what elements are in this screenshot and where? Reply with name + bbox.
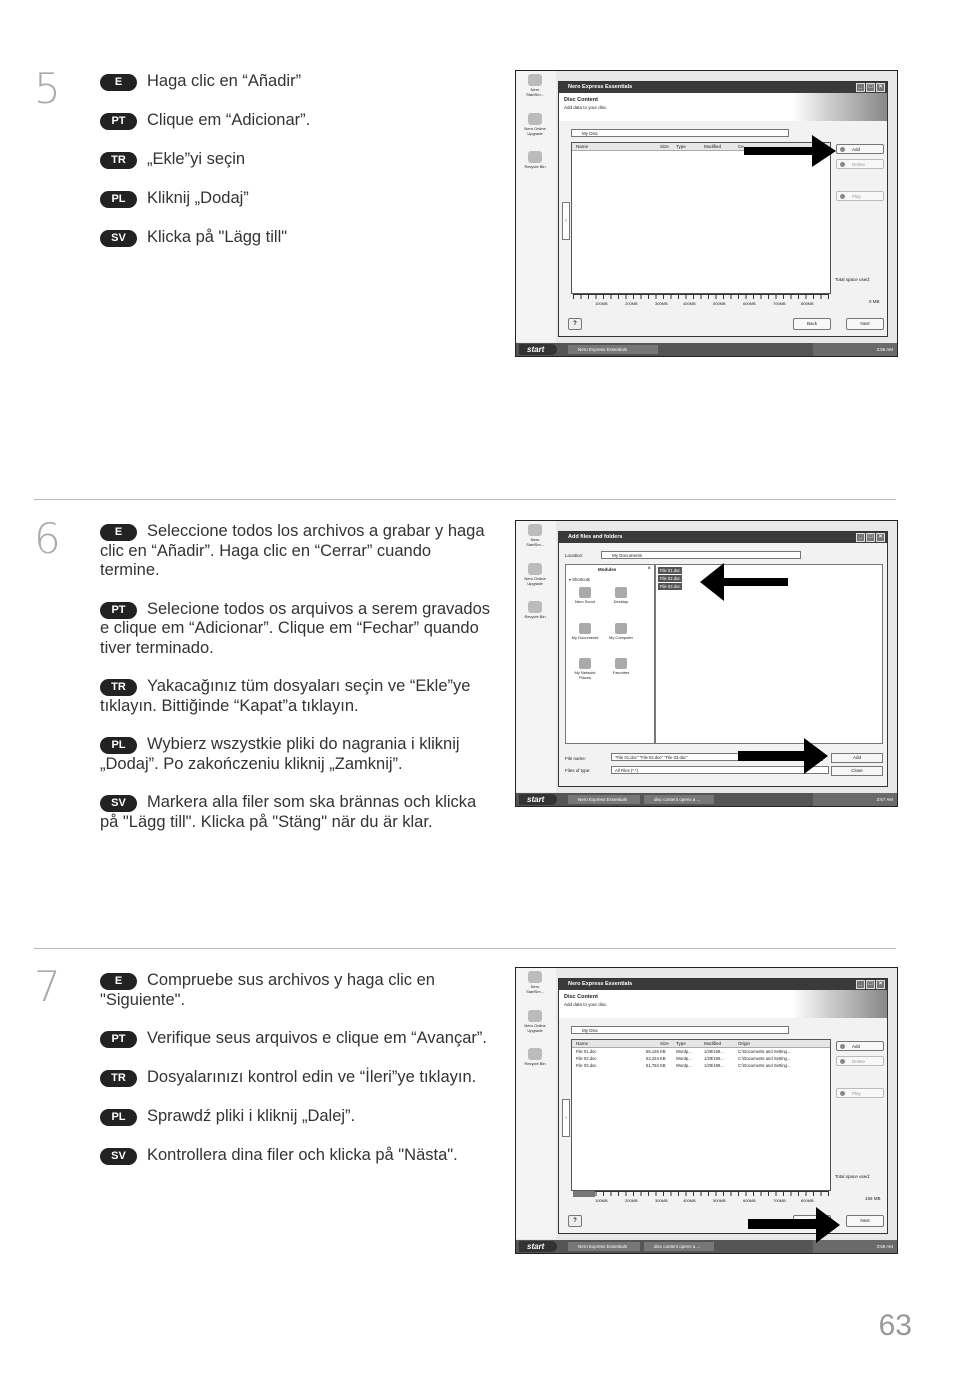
screenshot-step5 [515,70,898,357]
nero-scout-icon[interactable]: Nero Scout [570,587,600,604]
instruction-item [100,72,500,111]
language-badge: E [100,74,137,91]
maximize-icon[interactable]: □ [866,980,875,989]
instruction-text: Haga clic en “Añadir” [147,72,302,90]
total-space-label: Total space used: [835,1174,871,1179]
my-network-places-icon[interactable]: My Network Places [570,658,600,680]
step-number: 6 [34,514,61,563]
language-badge: PT [100,113,137,130]
taskbar-app[interactable]: Nero Express Essentials [568,345,658,354]
selected-file[interactable]: File 01.doc [660,568,681,573]
instruction-text: Yakacağınız tüm dosyaları seçin ve “Ekle”ye tıklayın. Bittiğinde “Kapat”a tıklayın. [100,677,471,715]
desktop-folder-icon[interactable]: Desktop [606,587,636,604]
total-space-value: 156 MB [865,1196,881,1201]
start-button[interactable]: start [519,344,557,355]
nero-logo-graphic [792,93,887,121]
selected-file[interactable]: File 02.doc [660,576,681,581]
side-collapse-tab[interactable]: ‹ [562,1099,570,1137]
header-panel [559,990,887,1018]
taskbar [516,343,897,356]
taskbar-app[interactable]: Nero Express Essentials [568,795,640,804]
instruction-item [100,150,500,189]
instruction-text: Compruebe sus archivos y haga clic en "Siguiente". [100,971,435,1009]
instruction-text: Kliknij „Dodaj” [147,189,249,207]
list-header: Name Size Type Modified Origin [572,1040,830,1048]
play-button[interactable]: Play [836,191,884,201]
header-title: Disc Content [564,994,598,1000]
help-button[interactable]: ? [568,1215,582,1227]
selected-file[interactable]: File 03.doc [660,584,681,589]
delete-button[interactable]: Delete [836,159,884,169]
maximize-icon[interactable]: □ [866,533,875,542]
instruction-text: Dosyalarınızı kontrol edin ve “İleri”ye tıklayın. [147,1068,477,1086]
my-documents-icon[interactable]: My Documents [570,623,600,640]
language-badge: TR [100,1070,137,1087]
instruction-text: Markera alla filer som ska brännas och klicka på "Lägg till". Klicka på "Stäng" när du är klar. [100,793,477,831]
file-row[interactable]: File 01.doc 55,126 KB Wordp... 1/29/199... C:\Documents and Setting... [576,1049,791,1054]
add-button[interactable]: Add [836,144,884,154]
capacity-ruler: 100MB 200MB 300MB 400MB 500MB 600MB 700MB 800MB [573,294,829,309]
close-pane-icon[interactable]: × [647,566,651,572]
next-button[interactable]: Next [846,1215,884,1227]
close-icon[interactable]: × [876,980,885,989]
nero-window [558,81,888,337]
instruction-text: Clique em “Adicionar”. [147,111,311,129]
add-button[interactable]: Add [836,1041,884,1051]
step-number: 7 [34,962,61,1011]
next-button[interactable]: Next [846,318,884,330]
capacity-ruler: 100MB 200MB 300MB 400MB 500MB 600MB 700MB 800MB [573,1191,829,1206]
header-panel [559,93,887,121]
screenshot-step6 [515,520,898,807]
window-title: Nero Express Essentials _ □ × [559,82,887,93]
language-badge: PL [100,191,137,208]
filetype-label: Files of type: [565,768,591,773]
instruction-item [100,1029,495,1068]
language-badge: E [100,973,137,990]
instruction-text: Kontrollera dina filer och klicka på "Nästa". [147,1146,458,1164]
instruction-item [100,600,495,659]
desktop [516,968,556,1239]
desktop-icon: Nero StartSm... [524,524,546,547]
instruction-item [100,522,495,581]
desktop [516,71,556,342]
desktop-icon: Nero StartSm... [524,971,546,994]
page-number: 63 [878,1309,912,1342]
filetype-select[interactable]: All Files (*.*) [611,766,829,774]
taskbar-app[interactable]: disc content opens a ... [644,795,714,804]
instruction-item [100,1146,495,1166]
disc-combo[interactable]: My Disc [571,1026,789,1034]
disc-content-list[interactable] [571,1039,831,1191]
instruction-item [100,111,500,150]
section-divider [34,948,896,949]
language-badge: SV [100,1148,137,1165]
language-badge: PT [100,1031,137,1048]
language-badge: TR [100,152,137,169]
instruction-text: Seleccione todos los archivos a grabar y haga clic en “Añadir”. Haga clic en “Cerrar” cuando termine. [100,522,485,579]
language-badge: PT [100,602,137,619]
side-collapse-tab[interactable]: ‹ [562,202,570,240]
section-divider [34,499,896,500]
screenshot-step7 [515,967,898,1254]
header-subtitle: Add data to your disc. [564,1002,608,1007]
pointer-arrow-icon [748,1205,843,1245]
close-button[interactable]: Close [831,766,883,776]
filename-input[interactable]: "File 01.doc" "File 02.doc" "File 03.doc" [611,753,823,761]
nero-logo-graphic [792,990,887,1018]
start-button[interactable]: start [519,794,557,805]
instruction-list [100,72,500,267]
desktop-icon: Nero Online Upgrade [524,563,546,586]
instruction-text: Selecione todos os arquivos a serem gravados e clique em “Adicionar”. Clique em “Fechar” quando tiver terminado. [100,599,491,657]
instruction-text: Sprawdź pliki i kliknij „Dalej”. [147,1107,356,1125]
total-space-value: 0 MB [869,299,880,304]
language-badge: PL [100,1109,137,1126]
instruction-text: Klicka på "Lägg till" [147,228,288,246]
total-space-label: Total space used: [835,277,871,282]
desktop-icon: Nero StartSm... [524,74,546,97]
system-tray-clock: 3:58 AM [813,1240,897,1253]
recycle-bin-icon: Recycle Bin [524,1048,546,1066]
close-icon[interactable]: × [876,533,885,542]
system-tray-clock: 3:57 AM [813,793,897,806]
instruction-item [100,793,495,832]
pointer-arrow-icon [744,133,839,169]
instruction-list [100,522,495,832]
step-number: 5 [34,64,61,113]
shortcuts-header: ▾ Shortcuts [569,577,590,582]
recycle-bin-icon: Recycle Bin [524,601,546,619]
location-combo[interactable]: My Documents [601,551,801,559]
language-badge: PL [100,737,137,754]
instruction-text: Wybierz wszystkie pliki do nagrania i kliknij „Dodaj”. Po zakończeniu kliknij „Zamknij”. [100,735,460,773]
instruction-item [100,735,495,774]
instruction-list [100,971,495,1166]
nero-window [558,978,888,1234]
taskbar [516,793,897,806]
delete-button[interactable]: Delete [836,1056,884,1066]
file-row[interactable]: File 02.doc 53,224 KB Wordp... 1/29/199... C:\Documents and Setting... [576,1056,791,1061]
taskbar-app[interactable]: Nero Express Essentials [568,1242,640,1251]
filename-label: File name: [565,756,587,761]
header-subtitle: Add data to your disc. [564,105,608,110]
language-badge: TR [100,679,137,696]
instruction-item [100,189,500,228]
list-header: Name Size Type Modified Ce [572,143,830,151]
language-badge: SV [100,230,137,247]
minimize-icon[interactable]: _ [856,980,865,989]
dialog-title: Add files and folders _ □ × [559,532,887,543]
maximize-icon[interactable]: □ [866,83,875,92]
minimize-icon[interactable]: _ [856,83,865,92]
play-button[interactable]: Play [836,1088,884,1098]
close-icon[interactable]: × [876,83,885,92]
favorites-icon[interactable]: Favorites [606,658,636,675]
desktop-icon: Nero Online Upgrade [524,113,546,136]
minimize-icon[interactable]: _ [856,533,865,542]
instruction-text: „Ekle”yi seçin [147,150,246,168]
language-badge: E [100,524,137,541]
instruction-item [100,1107,495,1146]
pointer-arrow-icon [698,561,790,603]
modules-header: Modules [598,567,617,572]
language-badge: SV [100,795,137,812]
disc-combo[interactable]: My Disc [571,129,789,137]
add-button[interactable]: Add [831,753,883,763]
system-tray-clock: 3:55 AM [813,343,897,356]
desktop [516,521,556,792]
recycle-bin-icon: Recycle Bin [524,151,546,169]
taskbar-app[interactable]: disc content opens a ... [644,1242,714,1251]
instruction-item [100,1068,495,1107]
my-computer-icon[interactable]: My Computer [606,623,636,640]
instruction-item [100,971,495,1010]
instruction-item [100,228,500,267]
file-row[interactable]: File 03.doc 51,784 KB Wordp... 1/29/199... C:\Documents and Setting... [576,1063,791,1068]
back-button[interactable]: Back [793,318,831,330]
instruction-item [100,677,495,716]
instruction-text: Verifique seus arquivos e clique em “Avançar”. [147,1029,487,1047]
modules-pane [565,564,655,744]
header-title: Disc Content [564,97,598,103]
start-button[interactable]: start [519,1241,557,1252]
help-button[interactable]: ? [568,318,582,330]
capacity-fill [573,1191,595,1197]
desktop-icon: Nero Online Upgrade [524,1010,546,1033]
window-title: Nero Express Essentials _ □ × [559,979,887,990]
pointer-arrow-icon [738,736,830,776]
location-label: Location: [565,553,584,558]
